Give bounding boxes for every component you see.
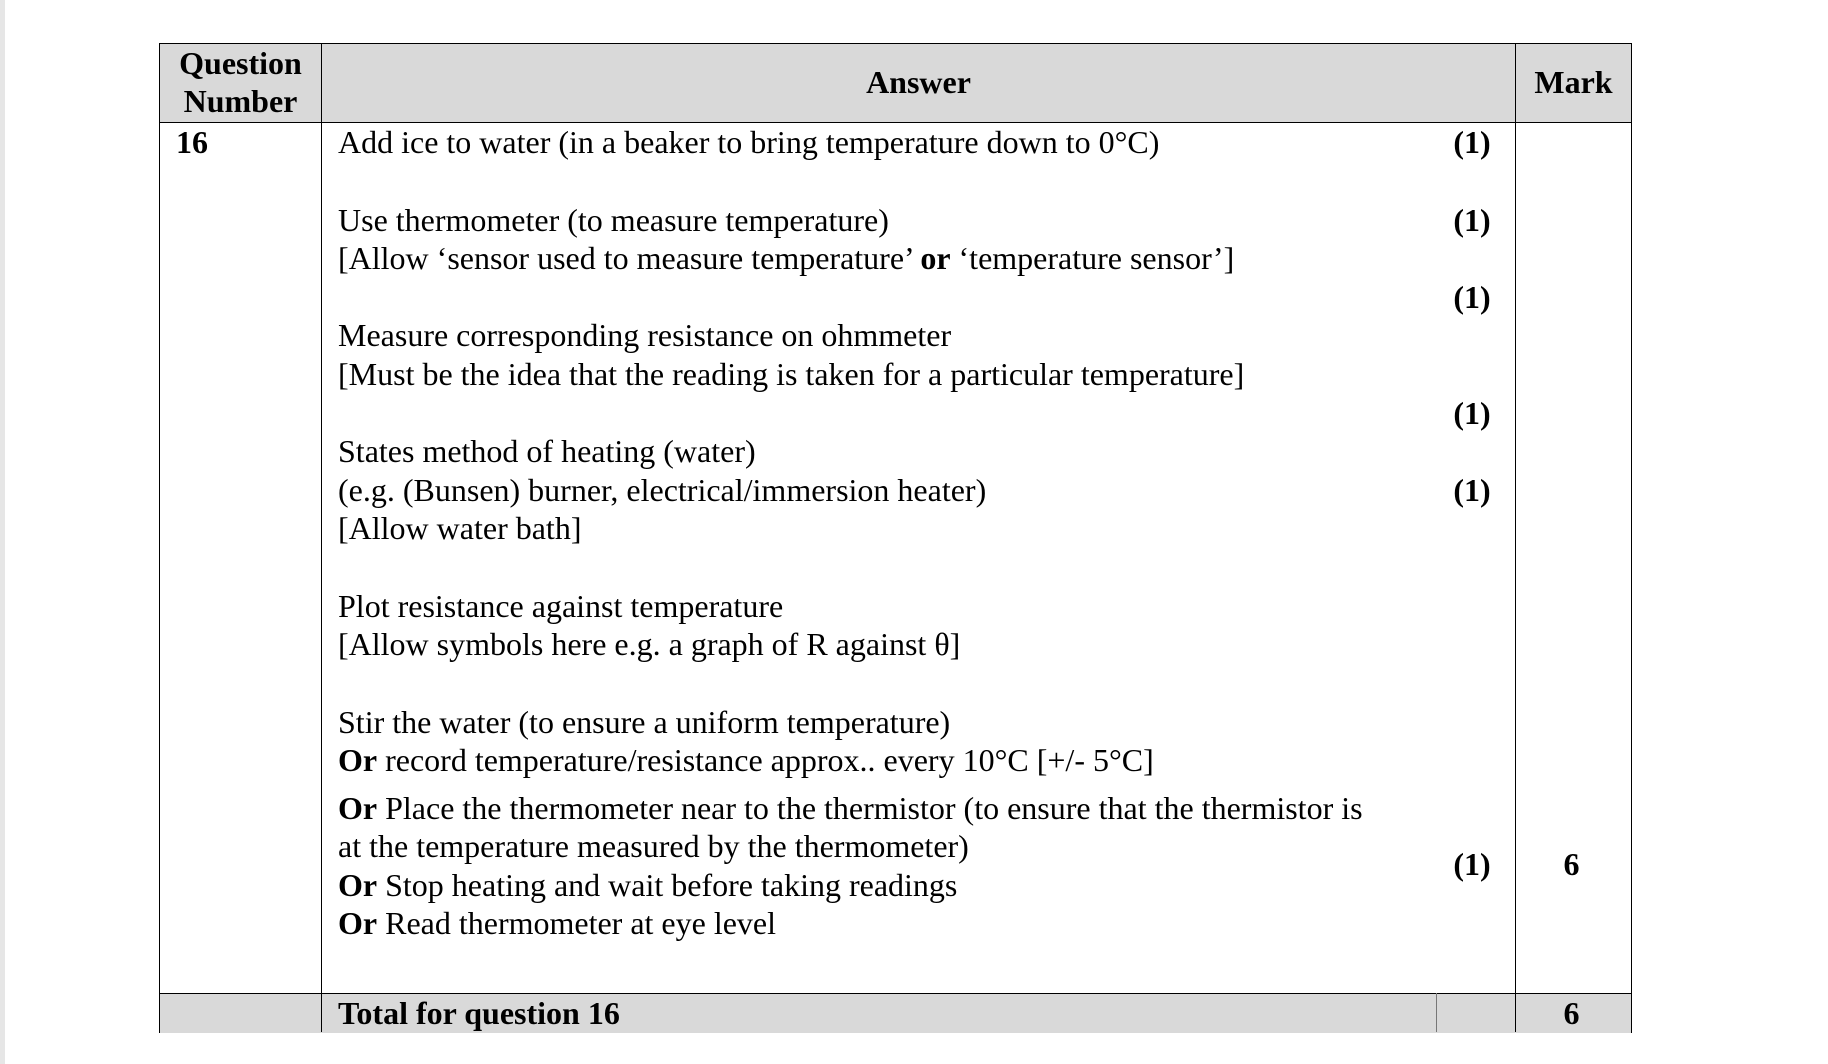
answer-or: Or xyxy=(338,742,378,778)
point-mark: (1) xyxy=(1453,846,1491,882)
answer-line: Plot resistance against temperature xyxy=(338,588,784,624)
point-mark: (1) xyxy=(1453,124,1491,160)
answer-line: (e.g. (Bunsen) burner, electrical/immersion heater) xyxy=(338,472,987,508)
inner-divider-total xyxy=(1436,993,1437,1032)
point-mark: (1) xyxy=(1453,472,1491,508)
answer-text: Read thermometer at eye level xyxy=(377,905,777,941)
header-question-line2: Number xyxy=(183,83,298,119)
header-mark: Mark xyxy=(1534,64,1613,100)
column-divider-question xyxy=(321,44,322,1032)
answer-line: Measure corresponding resistance on ohmmeter xyxy=(338,317,952,353)
answer-line: Stir the water (to ensure a uniform temperature) xyxy=(338,704,951,740)
header-question-line1: Question xyxy=(179,45,302,81)
answer-line-allow-sensor xyxy=(338,239,1234,277)
question-total-mark: 6 xyxy=(1563,846,1580,882)
answer-line: at the temperature measured by the thermometer) xyxy=(338,828,969,864)
answer-text: record temperature/resistance approx.. every 10°C [+/- 5°C] xyxy=(377,742,1154,778)
answer-or: Or xyxy=(338,867,378,903)
answer-line: Use thermometer (to measure temperature) xyxy=(338,202,889,238)
column-divider-mark xyxy=(1515,44,1516,1032)
header-question-number xyxy=(160,44,321,120)
answer-line: [Allow water bath] xyxy=(338,510,582,546)
answer-line: Add ice to water (in a beaker to bring temperature down to 0°C) xyxy=(338,124,1160,160)
answer-or: Or xyxy=(338,790,378,826)
total-label: Total for question 16 xyxy=(338,995,620,1031)
answer-text: [Allow ‘sensor used to measure temperature’ xyxy=(338,240,921,276)
answer-line-or-read xyxy=(338,904,776,942)
point-mark: (1) xyxy=(1453,202,1491,238)
answer-or: or xyxy=(920,240,951,276)
answer-text: ‘temperature sensor’] xyxy=(950,240,1235,276)
mark-scheme-table xyxy=(159,43,1632,1033)
header-answer: Answer xyxy=(866,64,971,100)
answer-line-or-record xyxy=(338,741,1154,779)
answer-text: Stop heating and wait before taking readings xyxy=(377,867,958,903)
total-value: 6 xyxy=(1563,995,1580,1031)
answer-or: Or xyxy=(338,905,378,941)
point-mark: (1) xyxy=(1453,279,1491,315)
point-mark: (1) xyxy=(1453,395,1491,431)
answer-line-or-stop xyxy=(338,866,957,904)
answer-line: [Must be the idea that the reading is taken for a particular temperature] xyxy=(338,356,1245,392)
answer-line-or-place xyxy=(338,789,1363,827)
answer-line: States method of heating (water) xyxy=(338,433,756,469)
answer-line: [Allow symbols here e.g. a graph of R against θ] xyxy=(338,626,961,662)
answer-text: Place the thermometer near to the thermistor (to ensure that the thermistor is xyxy=(377,790,1363,826)
question-number: 16 xyxy=(176,124,208,160)
page-left-edge xyxy=(0,0,5,1064)
